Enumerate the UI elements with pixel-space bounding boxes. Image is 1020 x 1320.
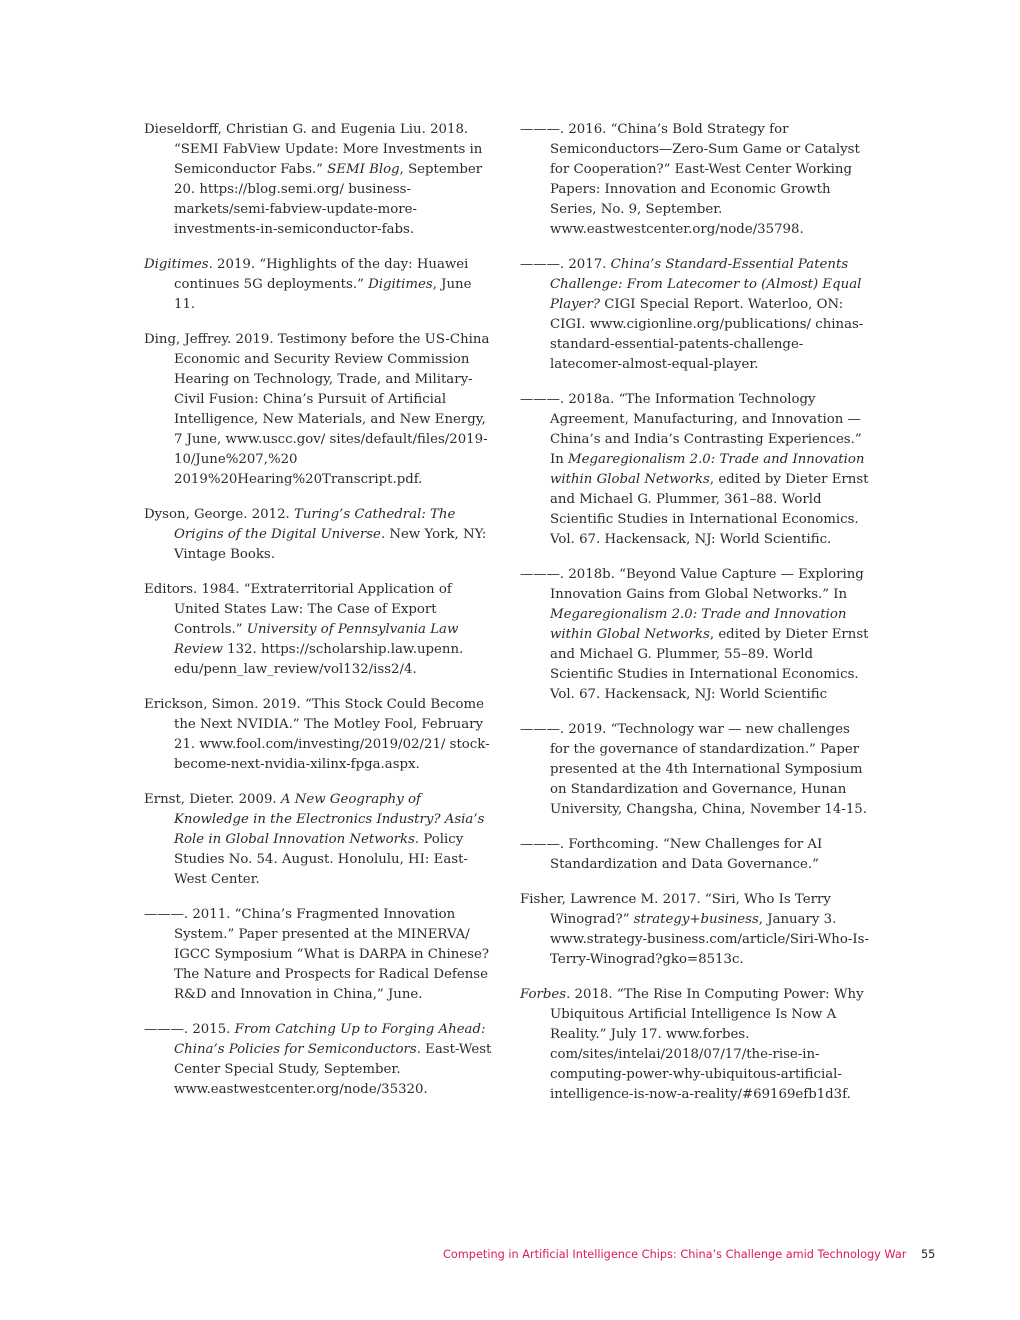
footer-title: Competing in Artificial Intelligence Chips: China’s Challenge amid Technology War — [443, 1248, 907, 1261]
reference-text: ———. 2018b. “Beyond Value Capture — Exploring Innovation Gains from Global Networks.” In — [520, 567, 864, 602]
reference-text: . 2019. “Highlights of the day: Huawei continues 5G deployments.” — [174, 257, 469, 292]
reference-title-italic: Megaregionalism 2.0: Trade and Innovation within Global Networks — [550, 607, 847, 642]
reference-title-italic: A New Geography of Knowledge in the Electronics Industry? Asia’s Role in Global Innovation Networks — [174, 792, 485, 847]
reference-title-italic: Forbes — [520, 987, 567, 1002]
reference-entry — [520, 565, 870, 705]
reference-text: Erickson, Simon. 2019. “This Stock Could Become the Next NVIDIA.” The Motley Fool, February 21. www.fool.com/investing/2019/02/21/ stock-become-next-nvidia-xilinx-fpga.aspx. — [144, 697, 490, 772]
reference-title-italic: Megaregionalism 2.0: Trade and Innovation within Global Networks — [550, 452, 865, 487]
reference-text: Editors. 1984. “Extraterritorial Application of United States Law: The Case of Export Controls.” — [144, 582, 452, 637]
reference-title-italic: University of Pennsylvania Law Review — [174, 622, 459, 657]
reference-text: ———. 2018a. “The Information Technology Agreement, Manufacturing, and Innovation — China’s and India’s Contrasting Experiences.” In — [520, 392, 862, 467]
reference-entry — [144, 580, 494, 680]
reference-text: ———. 2011. “China’s Fragmented Innovation System.” Paper presented at the MINERVA/ IGCC Symposium “What is DARPA in Chinese? The Nature and Prospects for Radical Defense R&D and Innovation in China,” June. — [144, 907, 489, 1002]
reference-text: Ernst, Dieter. 2009. — [144, 792, 281, 807]
reference-text: ———. 2016. “China’s Bold Strategy for Semiconductors—Zero-Sum Game or Catalyst for Cooperation?” East-West Center Working Papers: Innovation and Economic Growth Series, No. 9, September. www.eastwestcenter.org/node/35798. — [520, 122, 860, 237]
reference-text: , edited by Dieter Ernst and Michael G. Plummer, 361–88. World Scientific Studies in International Economics. Vol. 67. Hackensack, NJ: World Scientific. — [550, 472, 869, 547]
reference-title-italic: strategy+business — [633, 912, 759, 927]
reference-title-italic: SEMI Blog — [327, 162, 400, 177]
reference-text: , June 11. — [174, 277, 472, 312]
reference-entry — [144, 330, 494, 490]
reference-entry — [144, 120, 494, 240]
reference-entry — [520, 890, 870, 970]
reference-text: ———. 2019. “Technology war — new challenges for the governance of standardization.” Paper presented at the 4th International Symposium on Standardization and Governance, Hunan University, Changsha, China, November 14-15. — [520, 722, 867, 817]
reference-text: . New York, NY: Vintage Books. — [174, 527, 487, 562]
reference-title-italic: China’s Standard-Essential Patents Challenge: From Latecomer to (Almost) Equal Player? — [550, 257, 862, 312]
reference-text: , September 20. https://blog.semi.org/ business-markets/semi-fabview-update-more-investments-in-semiconductor-fabs. — [174, 162, 483, 237]
reference-text: . Policy Studies No. 54. August. Honolulu, HI: East-West Center. — [174, 832, 468, 887]
references-right-column — [520, 120, 870, 1120]
reference-title-italic: Turing’s Cathedral: The Origins of the Digital Universe — [174, 507, 456, 542]
reference-entry — [144, 790, 494, 890]
reference-entry — [520, 835, 870, 875]
page-number: 55 — [921, 1248, 936, 1261]
reference-text: 132. https://scholarship.law.upenn. edu/penn_law_review/vol132/iss2/4. — [174, 642, 464, 677]
reference-text: Dieseldorff, Christian G. and Eugenia Liu. 2018. “SEMI FabView Update: More Investments in Semiconductor Fabs.” — [144, 122, 483, 177]
reference-title-italic: From Catching Up to Forging Ahead: China’s Policies for Semiconductors — [174, 1022, 486, 1057]
reference-entry — [144, 905, 494, 1005]
reference-text: Fisher, Lawrence M. 2017. “Siri, Who Is Terry Winograd?” — [520, 892, 831, 927]
reference-text: CIGI Special Report. Waterloo, ON: CIGI. www.cigionline.org/publications/ chinas-standard-essential-patents-challenge-latecomer-almost-equal-player. — [550, 297, 864, 372]
reference-entry — [144, 255, 494, 315]
reference-text: ———. Forthcoming. “New Challenges for AI Standardization and Data Governance.” — [520, 837, 823, 872]
reference-entry — [520, 255, 870, 375]
reference-text: , January 3. www.strategy-business.com/article/Siri-Who-Is-Terry-Winograd?gko=8513c. — [550, 912, 869, 967]
reference-entry — [520, 985, 870, 1105]
reference-text: Dyson, George. 2012. — [144, 507, 294, 522]
reference-text: Ding, Jeffrey. 2019. Testimony before the US-China Economic and Security Review Commission Hearing on Technology, Trade, and Military-Civil Fusion: China’s Pursuit of Artificial Intelligence, New Materials, and New Energy, 7 June, www.uscc.gov/ sites/default/files/2019-10/June%207,%20 2019%20Hearing%20Transcript.pdf. — [144, 332, 490, 487]
reference-text: , edited by Dieter Ernst and Michael G. Plummer, 55–89. World Scientific Studies in International Economics. Vol. 67. Hackensack, NJ: World Scientific — [550, 627, 869, 702]
reference-entry — [520, 720, 870, 820]
reference-title-italic: Digitimes — [368, 277, 433, 292]
reference-entry — [144, 695, 494, 775]
reference-entry — [144, 1020, 494, 1100]
reference-text: ———. 2017. — [520, 257, 611, 272]
reference-entry — [520, 390, 870, 550]
references-left-column — [144, 120, 494, 1115]
reference-text: . East-West Center Special Study, September. www.eastwestcenter.org/node/35320. — [174, 1042, 492, 1097]
reference-title-italic: Digitimes — [144, 257, 209, 272]
reference-text: ———. 2015. — [144, 1022, 235, 1037]
reference-text: . 2018. “The Rise In Computing Power: Why Ubiquitous Artificial Intelligence Is Now A Reality.” July 17. www.forbes. com/sites/intelai/2018/07/17/the-rise-in-computing-power-why-ubiquitous-artificial-intelligence-is-now-a-reality/#69169efb1d3f. — [550, 987, 864, 1102]
reference-entry — [144, 505, 494, 565]
reference-entry — [520, 120, 870, 240]
